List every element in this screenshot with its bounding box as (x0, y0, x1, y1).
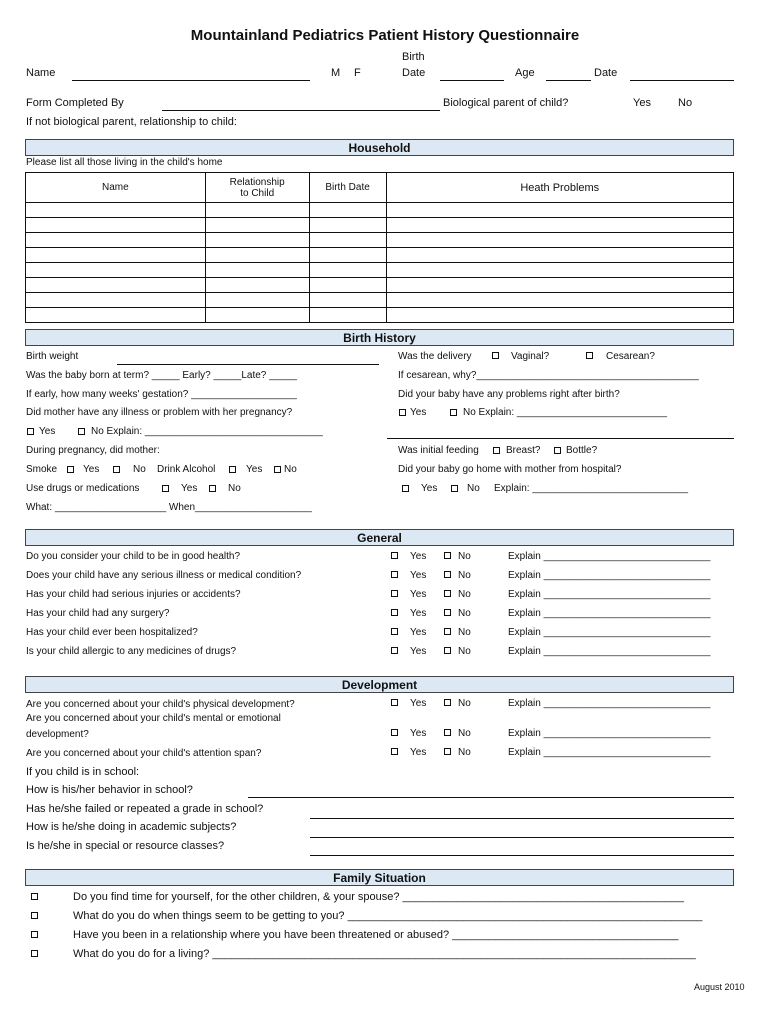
special-question: Is he/she in special or resource classes? (26, 840, 225, 852)
drink-yes-checkbox[interactable] (229, 466, 236, 473)
household-header: Household (25, 139, 734, 156)
general-explain: Explain ______________________________ (508, 570, 711, 581)
development-yes: Yes (410, 698, 427, 709)
general-explain: Explain ______________________________ (508, 646, 711, 657)
general-no-checkbox[interactable] (444, 571, 451, 578)
cesarean-label: Cesarean? (606, 351, 655, 362)
table-row (26, 218, 734, 233)
general-question: Has your child ever been hospitalized? (26, 627, 198, 638)
drugs-no: No (228, 483, 241, 494)
general-no-checkbox[interactable] (444, 609, 451, 616)
gestation-question: If early, how many weeks' gestation? ___________________ (26, 389, 297, 400)
general-no-checkbox[interactable] (444, 552, 451, 559)
general-yes: Yes (410, 646, 427, 657)
general-question: Has your child had serious injuries or accidents? (26, 589, 241, 600)
general-yes-checkbox[interactable] (391, 609, 398, 616)
mother-illness-yes-checkbox[interactable] (27, 428, 34, 435)
dev-mental-question-1: Are you concerned about your child's mental or emotional (26, 713, 281, 724)
general-yes: Yes (410, 551, 427, 562)
general-no-checkbox[interactable] (444, 647, 451, 654)
general-yes: Yes (410, 608, 427, 619)
development-no-checkbox[interactable] (444, 729, 451, 736)
breast-checkbox[interactable] (493, 447, 500, 454)
development-no-checkbox[interactable] (444, 699, 451, 706)
general-no: No (458, 627, 471, 638)
general-explain: Explain ______________________________ (508, 551, 711, 562)
general-no: No (458, 570, 471, 581)
general-yes-checkbox[interactable] (391, 590, 398, 597)
general-no-checkbox[interactable] (444, 590, 451, 597)
cesarean-why: If cesarean, why?________________________________________ (398, 370, 699, 381)
drink-no-checkbox[interactable] (274, 466, 281, 473)
development-no: No (458, 728, 471, 739)
development-no: No (458, 747, 471, 758)
bio-parent-label: Biological parent of child? (443, 97, 569, 109)
drugs-yes-checkbox[interactable] (162, 485, 169, 492)
age-label: Age (515, 67, 535, 79)
family-q1-checkbox[interactable] (31, 893, 38, 900)
table-row (26, 263, 734, 278)
smoke-no: No (133, 464, 146, 475)
bottle-checkbox[interactable] (554, 447, 561, 454)
household-table (25, 172, 734, 323)
col-name: Name (26, 173, 206, 203)
academic-field[interactable] (310, 818, 734, 819)
problems-yes-checkbox[interactable] (399, 409, 406, 416)
general-question: Has your child had any surgery? (26, 608, 170, 619)
during-pregnancy-label: During pregnancy, did mother: (26, 445, 160, 456)
household-instruction: Please list all those living in the child's home (26, 157, 223, 168)
family-q3-checkbox[interactable] (31, 931, 38, 938)
breast-label: Breast? (506, 445, 541, 456)
general-yes-checkbox[interactable] (391, 571, 398, 578)
academic-field-2[interactable] (310, 837, 734, 838)
age-field[interactable] (546, 80, 591, 81)
smoke-label: Smoke (26, 464, 58, 475)
mother-illness-no: No Explain: ________________________________ (91, 426, 323, 437)
family-q2-checkbox[interactable] (31, 912, 38, 919)
development-header: Development (25, 676, 734, 693)
general-question: Do you consider your child to be in good health? (26, 551, 241, 562)
drugs-no-checkbox[interactable] (209, 485, 216, 492)
development-yes: Yes (410, 747, 427, 758)
birth-history-header: Birth History (25, 329, 734, 346)
drugs-yes: Yes (181, 483, 198, 494)
general-explain: Explain ______________________________ (508, 589, 711, 600)
failed-question: Has he/she failed or repeated a grade in school? (26, 803, 264, 815)
bio-parent-no[interactable]: No (678, 97, 693, 109)
general-yes: Yes (410, 589, 427, 600)
behavior-question: How is his/her behavior in school? (26, 784, 193, 796)
col-relationship: Relationship to Child (205, 173, 309, 203)
table-row (26, 248, 734, 263)
dev-mental-question-2: development? (26, 729, 89, 740)
birth-date-field[interactable] (440, 80, 504, 81)
general-explain: Explain ______________________________ (508, 608, 711, 619)
drink-label: Drink Alcohol (157, 464, 216, 475)
date-field[interactable] (630, 80, 734, 81)
family-q1: Do you find time for yourself, for the other children, & your spouse? ______________________________________________ (73, 891, 684, 903)
birth-weight-field[interactable] (117, 364, 379, 365)
problems-yes: Yes (410, 407, 427, 418)
sex-m[interactable]: M (331, 67, 341, 79)
development-no: No (458, 698, 471, 709)
problems-question: Did your baby have any problems right after birth? (398, 389, 620, 400)
home-yes-checkbox[interactable] (402, 485, 409, 492)
special-field[interactable] (310, 855, 734, 856)
family-header: Family Situation (25, 869, 734, 886)
birth-date-label-2: Date (402, 67, 426, 79)
table-row (26, 308, 734, 323)
problems-no-checkbox[interactable] (450, 409, 457, 416)
general-yes-checkbox[interactable] (391, 628, 398, 635)
mother-illness-question: Did mother have any illness or problem with her pregnancy? (26, 407, 293, 418)
home-no: No (467, 483, 480, 494)
general-yes: Yes (410, 570, 427, 581)
bio-parent-yes[interactable]: Yes (633, 97, 651, 109)
general-explain: Explain ______________________________ (508, 627, 711, 638)
general-question: Does your child have any serious illness or medical condition? (26, 570, 302, 581)
behavior-field[interactable] (248, 797, 734, 798)
development-yes: Yes (410, 728, 427, 739)
general-yes-checkbox[interactable] (391, 552, 398, 559)
home-question: Did your baby go home with mother from hospital? (398, 464, 622, 475)
birth-date-label-1: Birth (402, 51, 425, 63)
mother-illness-no-checkbox[interactable] (78, 428, 85, 435)
family-q4: What do you do for a living? _______________________________________________________________________________ (73, 948, 696, 960)
home-yes: Yes (421, 483, 438, 494)
development-yes-checkbox[interactable] (391, 729, 398, 736)
problems-no: No Explain: ___________________________ (463, 407, 668, 418)
smoke-no-checkbox[interactable] (113, 466, 120, 473)
sex-f[interactable]: F (354, 67, 361, 79)
home-no-checkbox[interactable] (451, 485, 458, 492)
academic-question: How is he/she doing in academic subjects? (26, 821, 237, 833)
name-label: Name (26, 67, 56, 79)
dev-physical-question: Are you concerned about your child's physical development? (26, 699, 295, 710)
birth-divider (387, 438, 734, 439)
development-yes-checkbox[interactable] (391, 748, 398, 755)
table-row (26, 233, 734, 248)
col-health: Heath Problems (386, 173, 733, 203)
table-row (26, 203, 734, 218)
development-explain: Explain ______________________________ (508, 747, 711, 758)
drink-yes: Yes (246, 464, 263, 475)
smoke-yes: Yes (83, 464, 100, 475)
mother-illness-yes: Yes (39, 426, 56, 437)
table-row (26, 278, 734, 293)
dev-attention-question: Are you concerned about your child's attention span? (26, 748, 262, 759)
page-title: Mountainland Pediatrics Patient History Questionnaire (190, 27, 580, 44)
smoke-yes-checkbox[interactable] (67, 466, 74, 473)
general-question: Is your child allergic to any medicines of drugs? (26, 646, 237, 657)
family-q4-checkbox[interactable] (31, 950, 38, 957)
table-row (26, 293, 734, 308)
delivery-question: Was the delivery (398, 351, 472, 362)
general-no: No (458, 551, 471, 562)
footer-date: August 2010 (694, 982, 745, 992)
drink-no: No (284, 464, 297, 475)
development-explain: Explain ______________________________ (508, 728, 711, 739)
general-yes-checkbox[interactable] (391, 647, 398, 654)
vaginal-checkbox[interactable] (492, 352, 499, 359)
general-no-checkbox[interactable] (444, 628, 451, 635)
development-no-checkbox[interactable] (444, 748, 451, 755)
date-label: Date (594, 67, 618, 79)
family-q3: Have you been in a relationship where you have been threatened or abused? _____________________________________ (73, 929, 679, 941)
home-explain: Explain: ____________________________ (494, 483, 689, 494)
general-no: No (458, 589, 471, 600)
col-birth-date: Birth Date (309, 173, 386, 203)
form-completed-by-field[interactable] (162, 110, 440, 111)
vaginal-label: Vaginal? (511, 351, 550, 362)
development-explain: Explain ______________________________ (508, 698, 711, 709)
cesarean-checkbox[interactable] (586, 352, 593, 359)
general-no: No (458, 646, 471, 657)
general-no: No (458, 608, 471, 619)
form-completed-by-label: Form Completed By (26, 97, 124, 109)
drugs-label: Use drugs or medications (26, 483, 140, 494)
name-field[interactable] (72, 80, 310, 81)
feeding-question: Was initial feeding (398, 445, 479, 456)
birth-weight-label: Birth weight (26, 351, 79, 362)
general-header: General (25, 529, 734, 546)
family-q2: What do you do when things seem to be getting to you? __________________________________________________________ (73, 910, 703, 922)
school-label: If you child is in school: (26, 766, 140, 778)
what-when: What: ____________________ When_____________________ (26, 502, 312, 513)
general-yes: Yes (410, 627, 427, 638)
bottle-label: Bottle? (566, 445, 598, 456)
development-yes-checkbox[interactable] (391, 699, 398, 706)
term-question: Was the baby born at term? _____ Early? _____Late? _____ (26, 370, 297, 381)
relationship-label: If not biological parent, relationship to child: (26, 116, 237, 128)
